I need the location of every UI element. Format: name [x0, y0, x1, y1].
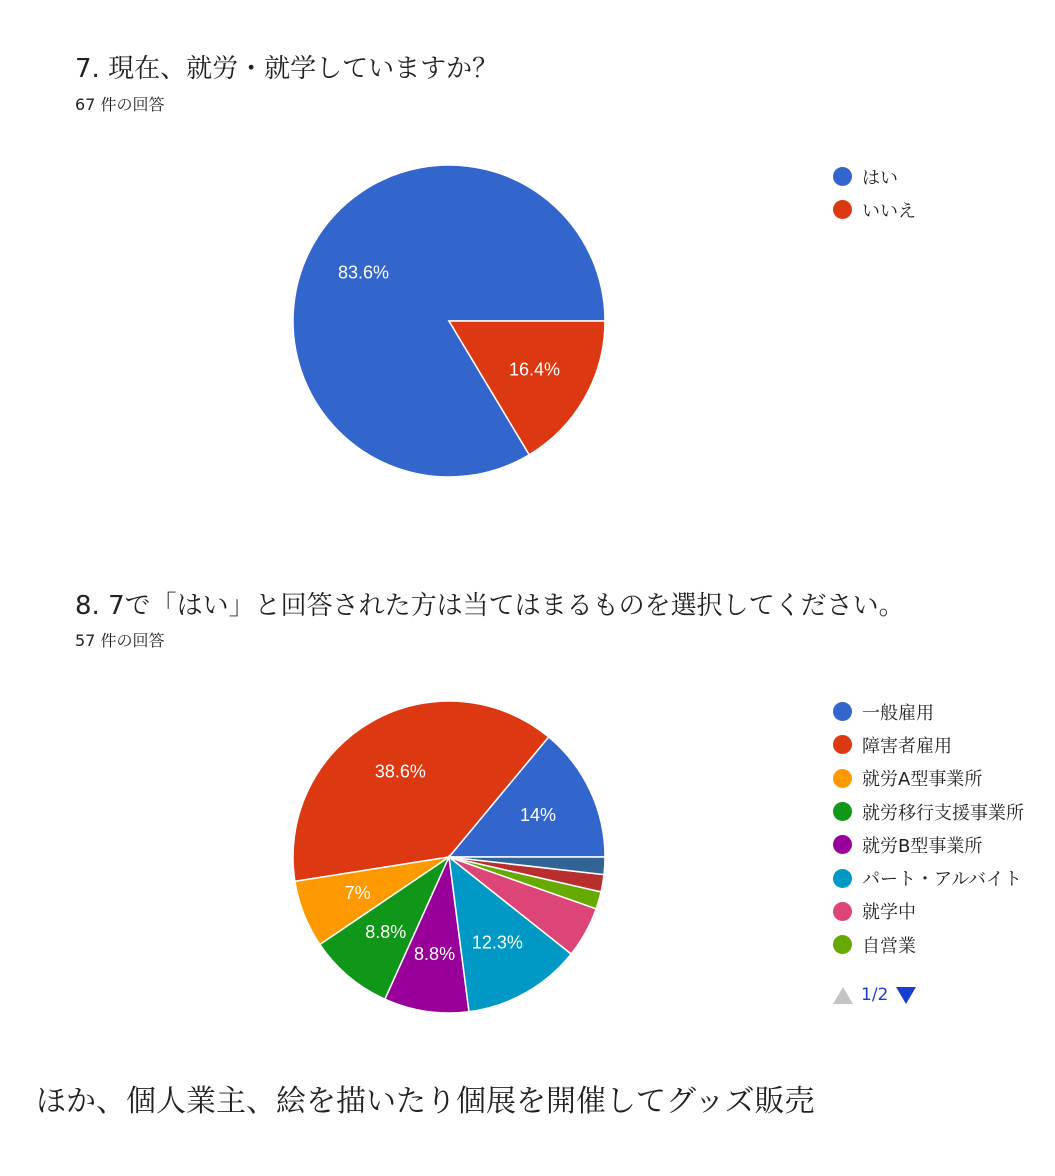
chart2-legend-item-7[interactable]	[833, 928, 1024, 961]
chart2-legend-item-2[interactable]	[833, 762, 1024, 795]
chart2-legend-swatch-0	[833, 702, 852, 721]
chart2-legend-swatch-2	[833, 769, 852, 788]
legend-pager	[833, 985, 1024, 1005]
legend-next-page-icon[interactable]	[896, 987, 916, 1004]
chart2-legend-label-5: パート・アルバイト	[862, 869, 1023, 891]
footer-note: ほか、個人業主、絵を描いたり個展を開催してグッズ販売	[36, 1084, 815, 1119]
chart2-data-label-1: 38.6%	[374, 761, 426, 782]
legend-prev-page-icon[interactable]	[833, 987, 853, 1004]
chart1-data-label-0: 83.6%	[337, 262, 390, 283]
chart2-legend-swatch-3	[833, 802, 852, 821]
chart2-legend-label-3: 就労移行支援事業所	[862, 802, 1024, 824]
chart1-legend-label-1: いいえ	[862, 200, 916, 222]
chart2-legend-label-1: 障害者雇用	[862, 735, 952, 757]
chart2-legend-swatch-5	[833, 869, 852, 888]
chart2-legend-item-3[interactable]	[833, 795, 1024, 828]
chart2-legend-swatch-4	[833, 835, 852, 854]
chart2-legend-swatch-1	[833, 735, 852, 754]
chart2-legend-item-5[interactable]	[833, 861, 1024, 894]
chart2-legend-label-2: 就労A型事業所	[862, 769, 983, 791]
chart2-legend-label-0: 一般雇用	[862, 702, 934, 724]
chart2-data-label-4: 8.8%	[414, 944, 456, 965]
chart1-legend-label-0: はい	[862, 167, 898, 189]
chart2-legend-swatch-6	[833, 902, 852, 921]
chart2-data-label-3: 8.8%	[365, 922, 407, 943]
chart2-data-label-2: 7%	[344, 883, 371, 904]
chart2-legend-item-0[interactable]	[833, 695, 1024, 728]
chart2-title: 8. 7で「はい」と回答された方は当てはまるものを選択してください。	[75, 591, 905, 621]
chart2-legend-label-4: 就労B型事業所	[862, 835, 983, 857]
chart2-legend-label-7: 自営業	[862, 935, 916, 957]
chart2-legend-item-4[interactable]	[833, 828, 1024, 861]
chart2-legend-label-6: 就学中	[862, 902, 916, 924]
chart2-legend-item-6[interactable]	[833, 895, 1024, 928]
chart1-title: 7. 現在、就労・就学していますか？	[75, 54, 499, 84]
chart2-data-label-0: 14%	[519, 805, 556, 826]
chart2-legend-swatch-7	[833, 935, 852, 954]
chart2-legend	[833, 695, 1024, 1005]
chart2-response-count: 57 件の回答	[75, 631, 165, 650]
legend-page-indicator: 1/2	[861, 985, 889, 1006]
chart1-data-label-1: 16.4%	[508, 359, 561, 380]
chart2-legend-item-1[interactable]	[833, 728, 1024, 761]
chart1-response-count: 67 件の回答	[75, 95, 165, 114]
chart2-data-label-5: 12.3%	[471, 932, 523, 953]
